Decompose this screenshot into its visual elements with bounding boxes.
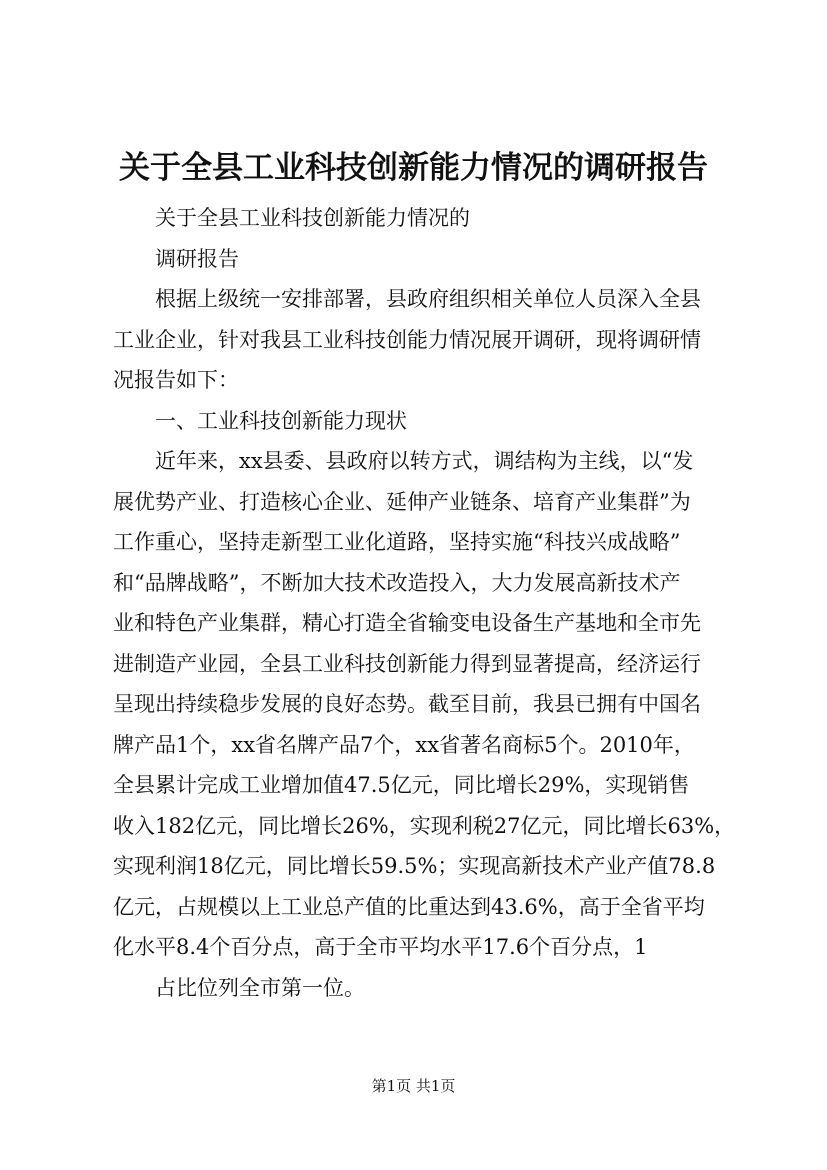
- paragraph-line: 牌产品1个，xx省名牌产品7个，xx省著名商标5个。2010年，: [113, 732, 695, 757]
- subtitle-line-2: 调研报告: [155, 246, 239, 271]
- paragraph-line: 工作重心，坚持走新型工业化道路，坚持实施“科技兴成战略”: [113, 530, 681, 554]
- document-title: 关于全县工业科技创新能力情况的调研报告: [119, 150, 708, 186]
- paragraph-line: 根据上级统一安排部署，县政府组织相关单位人员深入全县: [155, 287, 701, 311]
- paragraph-line: 况报告如下：: [113, 368, 239, 392]
- paragraph-line: 呈现出持续稳步发展的良好态势。截至目前，我县已拥有中国名: [113, 692, 701, 716]
- section-heading: 一、工业科技创新能力现状: [155, 408, 407, 433]
- paragraph-line: 亿元，占规模以上工业总产值的比重达到43.6%，高于全省平均: [113, 894, 705, 919]
- paragraph-line: 化水平8.4个百分点，高于全市平均水平17.6个百分点，1: [113, 935, 648, 959]
- paragraph-line: 占比位列全市第一位。: [155, 975, 365, 1000]
- paragraph-line: 业和特色产业集群，精心打造全省输变电设备生产基地和全市先: [113, 611, 701, 635]
- subtitle-line-1: 关于全县工业科技创新能力情况的: [155, 206, 470, 230]
- document-body: [113, 198, 739, 1008]
- paragraph-line: 工业企业，针对我县工业科技创能力情况展开调研，现将调研情: [113, 327, 701, 352]
- paragraph-line: 收入182亿元，同比增长26%，实现利税27亿元，同比增长63%，: [113, 813, 736, 838]
- paragraph-line: 进制造产业园，全县工业科技创新能力得到显著提高，经济运行: [113, 651, 701, 676]
- paragraph-line: 展优势产业、打造核心企业、延伸产业链条、培育产业集群”为: [113, 489, 691, 514]
- paragraph-line: 和“品牌战略”，不断加大技术改造投入，大力发展高新技术产: [113, 570, 681, 595]
- paragraph-line: 全县累计完成工业增加值47.5亿元，同比增长29%，实现销售: [113, 773, 690, 797]
- page-footer: 第1页 共1页: [371, 1077, 456, 1095]
- paragraph-line: 实现利润18亿元，同比增长59.5%；实现高新技术产业产值78.8: [113, 854, 716, 878]
- paragraph-line: 近年来，xx县委、县政府以转方式，调结构为主线，以“发: [155, 449, 694, 473]
